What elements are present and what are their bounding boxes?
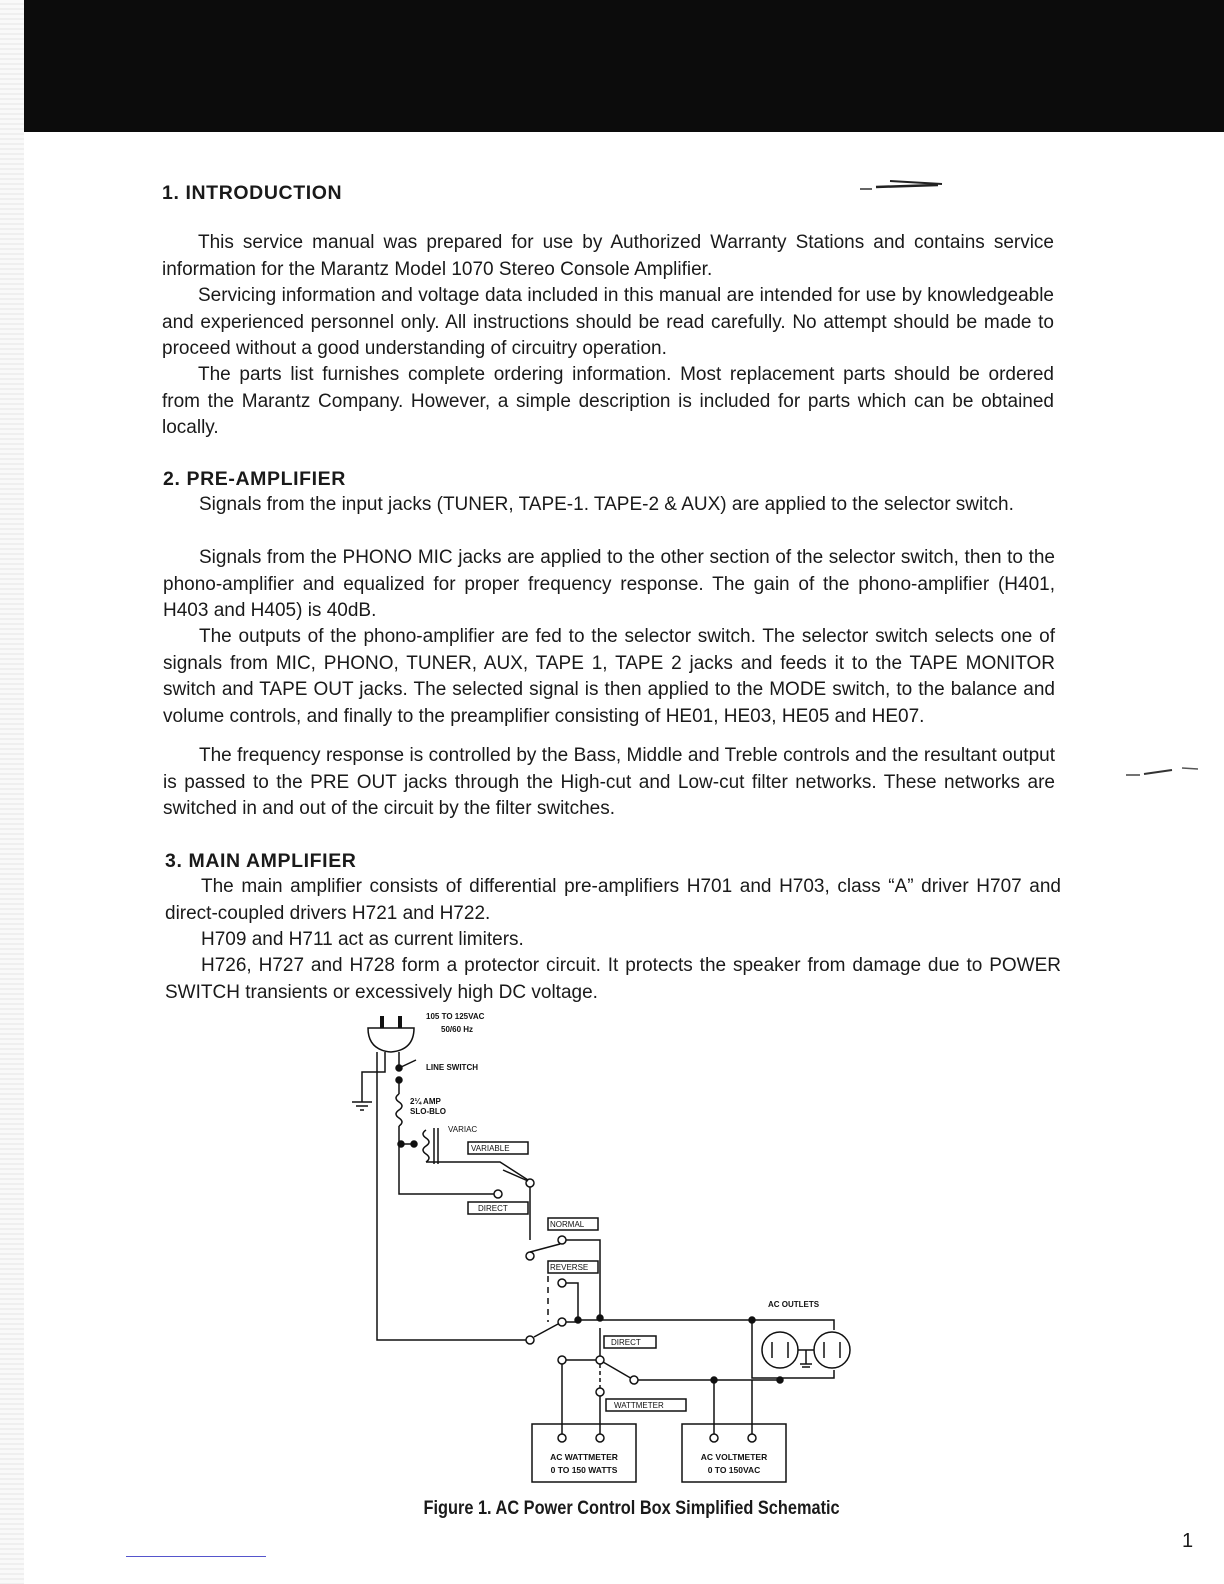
- footnote-rule: [126, 1556, 266, 1557]
- wattmeter-label: WATTMETER: [614, 1401, 664, 1410]
- page-number: 1: [1182, 1530, 1194, 1552]
- line-switch-label: LINE SWITCH: [426, 1063, 478, 1072]
- variac-label: VARIAC: [448, 1125, 478, 1134]
- ac-voltmeter-label: AC VOLTMETER: [700, 1452, 768, 1462]
- fuse-rating-label: 2¼ AMP: [410, 1097, 441, 1106]
- fuse-icon: [396, 1094, 402, 1126]
- ac-plug-icon: [368, 1016, 414, 1052]
- preamp-paragraph-1: Signals from the input jacks (TUNER, TAPE-1. TAPE-2 & AUX) are applied to the selector switch.: [199, 494, 1014, 515]
- direct-top-label: DIRECT: [478, 1204, 508, 1213]
- line-switch-icon: [399, 1060, 416, 1068]
- page-scan-edge: [0, 0, 24, 1584]
- direct-bottom-label: DIRECT: [611, 1338, 641, 1347]
- margin-arrow-icon: [1124, 764, 1202, 778]
- section-2-heading: 2. PRE-AMPLIFIER: [163, 468, 346, 490]
- ac-wattmeter-range: 0 TO 150 WATTS: [550, 1465, 618, 1475]
- preamp-paragraph-4: The frequency response is controlled by the Bass, Middle and Treble controls and the resultant output is passed to the PRE OUT jacks through the High-cut and Low-cut filter networks. These networks are switched in and out of the circuit by the filter switches.: [163, 745, 1055, 819]
- figure-caption: Figure 1. AC Power Control Box Simplified Schematic: [423, 1498, 840, 1519]
- main-amp-paragraph-3: H726, H727 and H728 form a protector circuit. It protects the speaker from damage due to POWER SWITCH transients or excessively high DC voltage.: [165, 955, 1061, 1003]
- ground-symbol-icon: [352, 1102, 372, 1110]
- supply-frequency-label: 50/60 Hz: [441, 1025, 474, 1034]
- ac-voltmeter-range: 0 TO 150VAC: [707, 1465, 761, 1475]
- intro-paragraph-1: This service manual was prepared for use by Authorized Warranty Stations and contains service information for the Marantz Model 1070 Stereo Console Amplifier.: [162, 232, 1054, 280]
- section-3-heading: 3. MAIN AMPLIFIER: [165, 850, 357, 872]
- main-amp-paragraph-1: The main amplifier consists of differential pre-amplifiers H701 and H703, class “A” driver H707 and direct-coupled drivers H721 and H722.: [165, 876, 1061, 924]
- arrow-mark-icon: [858, 176, 946, 192]
- supply-voltage-label: 105 TO 125VAC: [426, 1012, 485, 1021]
- variable-label: VARIABLE: [471, 1144, 510, 1153]
- ac-wattmeter-label: AC WATTMETER: [550, 1452, 618, 1462]
- ac-outlet-icon: [762, 1332, 850, 1368]
- intro-paragraph-2: Servicing information and voltage data included in this manual are intended for use by knowledgeable and experienced personnel only. All instructions should be read carefully. No attempt should be made to proceed without a good understanding of circuitry operation.: [162, 285, 1054, 359]
- main-amp-paragraph-2: H709 and H711 act as current limiters.: [201, 929, 524, 950]
- ac-power-control-schematic: [340, 1008, 870, 1488]
- header-band: [24, 0, 1224, 132]
- preamp-paragraph-3: The outputs of the phono-amplifier are fed to the selector switch. The selector switch selects one of signals from MIC, PHONO, TUNER, AUX, TAPE 1, TAPE 2 jacks and feeds it to the TAPE MONITOR switch and TAPE OUT jacks. The selected signal is then applied to the MODE switch, to the balance and volume controls, and finally to the preamplifier consisting of HE01, HE03, HE05 and HE07.: [163, 626, 1055, 727]
- variac-coil-icon: [423, 1130, 429, 1162]
- intro-paragraph-3: The parts list furnishes complete ordering information. Most replacement parts should be ordered from the Marantz Company. However, a simple description is included for parts which can be obtained locally.: [162, 364, 1054, 438]
- normal-label: NORMAL: [550, 1220, 585, 1229]
- fuse-type-label: SLO-BLO: [410, 1107, 446, 1116]
- reverse-label: REVERSE: [550, 1263, 589, 1272]
- preamp-paragraph-2: Signals from the PHONO MIC jacks are applied to the other section of the selector switch, then to the phono-amplifier and equalized for proper frequency response. The gain of the phono-amplifier (H401, H403 and H405) is 40dB.: [163, 547, 1055, 621]
- section-1-heading: 1. INTRODUCTION: [162, 182, 343, 204]
- ac-outlets-label: AC OUTLETS: [768, 1300, 820, 1309]
